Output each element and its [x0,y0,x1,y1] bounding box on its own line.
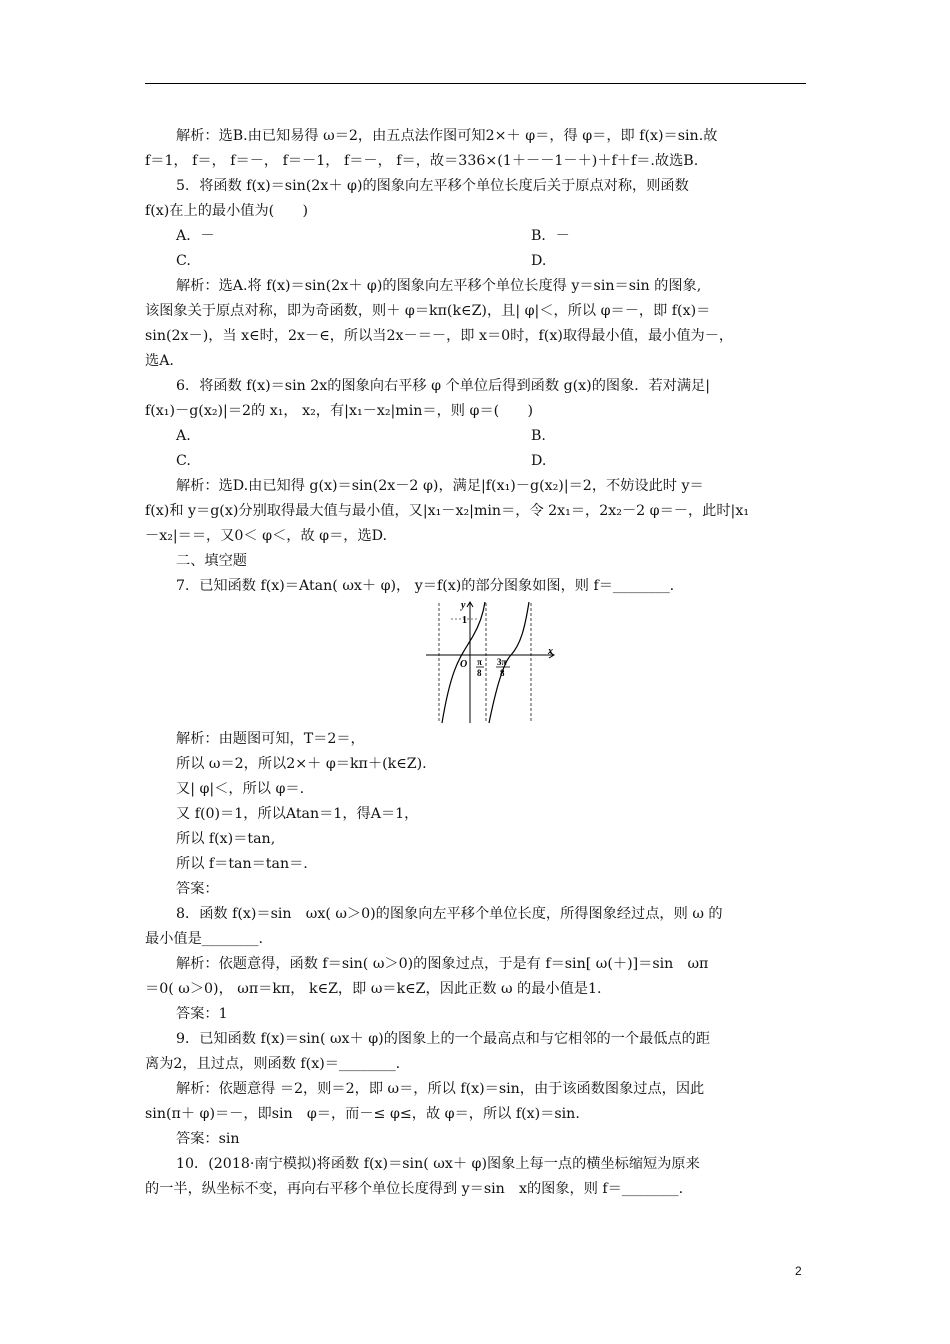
question-8: 8．函数 f(x)＝sin ωx( ω＞0)的图象向左平移个单位长度，所得图象经过点，则 ω 的 [176,906,723,922]
text-line: 解析：选A.将 f(x)＝sin(2x＋ φ)的图象向左平移个单位长度得 y＝sin＝sin 的图象, [176,278,702,294]
tan-curve [489,602,529,723]
option-c: C. [176,253,191,269]
text-line: －x₂|＝＝，又0＜ φ＜，故 φ＝，选D. [145,528,388,544]
option-d: D. [531,253,547,269]
q6-options-row-2 [145,449,806,474]
text-line: 解析：依题意得 ＝2，则＝2，即 ω＝，所以 f(x)＝sin，由于该函数图象过点，因此 [176,1081,705,1097]
text-line: 选A. [145,353,174,369]
tick-one-label: 1 [462,615,467,626]
header-rule [145,83,806,84]
q5-options-row-2 [145,249,806,274]
tick-pi-label: π [477,657,482,667]
section-heading: 二、填空题 [176,553,247,569]
option-b: B. [531,428,546,444]
text-line: 解析：依题意得，函数 f＝sin( ω＞0)的图象过点，于是有 f＝sin[ ω(＋)]＝sin ωπ [176,956,709,972]
text-line: f＝1， f＝， f＝－， f＝－1， f＝－， f＝，故＝336×(1＋－－1－＋)＋f＋f＝.故选B. [145,153,699,169]
q5-options-row-1 [145,224,806,249]
text-line: 所以 f＝tan＝tan＝. [176,856,308,872]
text-line: 离为2，且过点，则函数 f(x)＝________. [145,1056,401,1072]
text-line: 又| φ|＜，所以 φ＝. [176,781,305,797]
text-line: ＝0( ω＞0)， ωπ＝kπ， k∈Z，即 ω＝k∈Z，因此正数 ω 的最小值是1. [145,981,602,997]
text-line: sin(π＋ φ)＝－，即sin φ＝，而－≤ φ≤，故 φ＝，所以 f(x)＝sin. [145,1106,580,1122]
answer-line: 答案：sin [176,1131,240,1147]
option-b: B．－ [531,228,570,244]
tick-eight-label: 8 [477,668,482,678]
text-line: 解析：选D.由已知得 g(x)＝sin(2x－2 φ)，满足|f(x₁)－g(x₂)|＝2，不妨设此时 y＝ [176,478,704,494]
option-a: A．－ [176,228,215,244]
text-line: 的一半，纵坐标不变，再向右平移个单位长度得到 y＝sin x的图象，则 f＝________. [145,1181,684,1197]
answer-line: 答案： [176,881,219,897]
text-line: 所以 f(x)＝tan, [176,831,276,847]
option-a: A. [176,428,191,444]
page-number: 2 [795,1264,802,1278]
question-6: 6．将函数 f(x)＝sin 2x的图象向右平移 φ 个单位后得到函数 g(x)的图象．若对满足| [176,378,711,394]
tick-3pi-label: 3π [497,657,507,667]
y-axis-label: y [461,600,466,611]
text-line: 最小值是________. [145,931,264,947]
text-line: 该图象关于原点对称，即为奇函数，则＋ φ＝kπ(k∈Z)，且| φ|＜，所以 φ＝－，即 f(x)＝ [145,303,711,319]
option-d: D. [531,453,547,469]
text-line: f(x)和 y＝g(x)分别取得最大值与最小值，又|x₁－x₂|min＝，令 2x₁＝，2x₂－2 φ＝－，此时|x₁ [145,503,750,519]
tick-eight-label: 8 [500,668,505,678]
question-5: 5．将函数 f(x)＝sin(2x＋ φ)的图象向左平移个单位长度后关于原点对称，则函数 [176,178,689,194]
text-line: f(x₁)－g(x₂)|＝2的 x₁， x₂，有|x₁－x₂|min＝，则 φ＝( ) [145,403,534,419]
question-10: 10．(2018·南宁模拟)将函数 f(x)＝sin( ωx＋ φ)图象上每一点的横坐标缩短为原来 [176,1156,700,1172]
question-9: 9．已知函数 f(x)＝sin( ωx＋ φ)的图象上的一个最高点和与它相邻的一个最低点的距 [176,1031,711,1047]
q6-options-row-1 [145,424,806,449]
option-c: C. [176,453,191,469]
tan-graph-svg [421,599,557,725]
origin-label: O [460,659,468,670]
question-7: 7．已知函数 f(x)＝Atan( ωx＋ φ)， y＝f(x)的部分图象如图，则 f＝________. [176,578,675,594]
text-line: 又 f(0)＝1，所以Atan＝1，得A＝1， [176,806,419,822]
answer-line: 答案：1 [176,1006,228,1022]
tan-graph-figure [145,599,806,727]
text-line: f(x)在上的最小值为( ) [145,203,309,219]
text-line: sin(2x－)，当 x∈时，2x－∈，所以当2x－＝－，即 x＝0时，f(x)取得最小值，最小值为－， [145,328,734,344]
text-line: 解析：由题图可知，T＝2＝， [176,731,365,747]
text-line: 所以 ω＝2，所以2×＋ φ＝kπ＋(k∈Z). [176,756,427,772]
page-content [145,124,806,1202]
text-line: 解析：选B.由已知易得 ω＝2，由五点法作图可知2×＋ φ＝，得 φ＝，即 f(x)＝sin.故 [176,128,718,144]
x-axis-label: x [548,646,553,657]
